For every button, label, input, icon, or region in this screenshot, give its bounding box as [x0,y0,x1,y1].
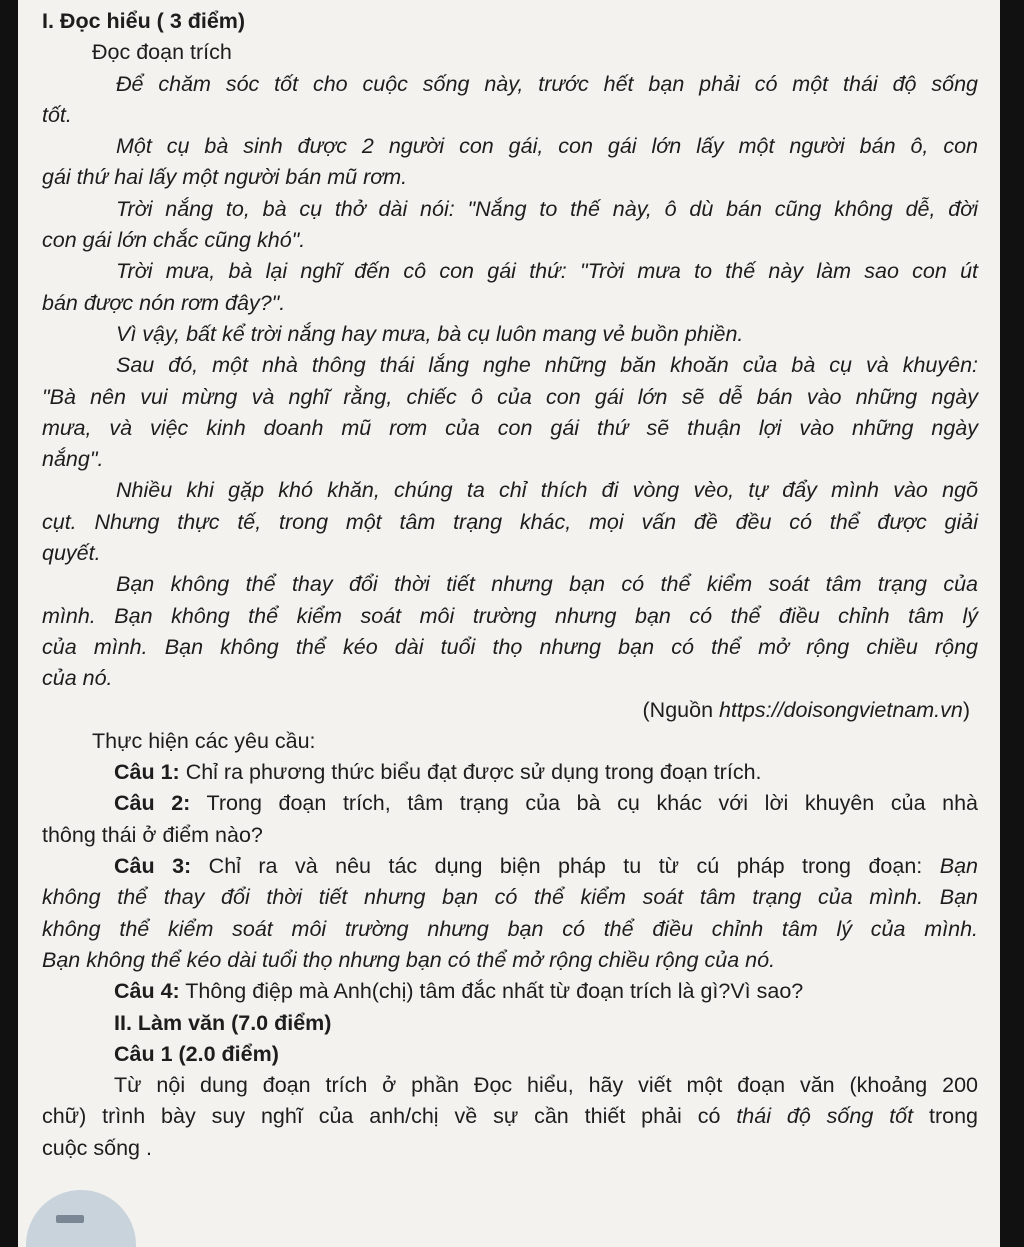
passage-line: mình. Bạn không thể kiểm soát môi trường nhưng bạn có thể điều chỉnh tâm lý [42,603,978,628]
passage-line: Trời mưa, bà lại nghĩ đến cô con gái thứ: "Trời mưa to thế này làm sao con út [116,259,978,284]
question-1 [42,757,978,788]
question-quote: Bạn [939,854,978,879]
question-4 [42,976,978,1007]
task-intro: Thực hiện các yêu cầu: [92,728,316,753]
question-3-quote: không thể thay đổi thời tiết nhưng bạn có thể kiểm soát tâm trạng của mình. Bạn [42,885,978,910]
question-label: Câu 2: [114,791,191,816]
essay-text-part: chữ) trình bày suy nghĩ của anh/chị về sự cần thiết phải có [42,1104,737,1129]
essay-question-text [42,1101,978,1132]
question-3-quote: Bạn không thể kéo dài tuổi thọ nhưng bạn có thể mở rộng chiều rộng của nó. [42,947,776,972]
question-label: Câu 1: [114,760,180,785]
question-text: Chỉ ra và nêu tác dụng biện pháp tu từ cú pháp trong đoạn: [191,854,940,879]
passage [42,69,978,695]
passage-line: Bạn không thể thay đổi thời tiết nhưng bạn có thể kiểm soát tâm trạng của [116,572,978,597]
passage-line: quyết. [42,541,101,566]
essay-question-text: Từ nội dung đoạn trích ở phần Đọc hiểu, hãy viết một đoạn văn (khoảng 200 [114,1073,978,1098]
question-2-cont: thông thái ở điểm nào? [42,822,263,847]
passage-line: Để chăm sóc tốt cho cuộc sống này, trước hết bạn phải có một thái độ sống [116,71,978,96]
question-text: Trong đoạn trích, tâm trạng của bà cụ khác với lời khuyên của nhà [190,791,978,816]
passage-line: Vì vậy, bất kể trời nắng hay mưa, bà cụ luôn mang vẻ buồn phiền. [116,321,744,346]
passage-line: cụt. Nhưng thực tế, trong một tâm trạng khác, mọi vấn đề đều có thể được giải [42,509,978,534]
question-3-quote: không thể kiểm soát môi trường nhưng bạn có thể điều chỉnh tâm lý của mình. [42,916,978,941]
question-text: Chỉ ra phương thức biểu đạt được sử dụng trong đoạn trích. [179,760,762,785]
question-2 [42,788,978,819]
passage-line: con gái lớn chắc cũng khó". [42,228,306,253]
passage-line: của mình. Bạn không thể kéo dài tuổi thọ nhưng bạn có thể mở rộng chiều rộng [42,634,978,659]
passage-line: mưa, và việc kinh doanh mũ rơm của con gái thứ sẽ thuận lợi vào những ngày [42,415,978,440]
passage-line: "Bà nên vui mừng và nghĩ rằng, chiếc ô của con gái lớn sẽ dễ bán vào những ngày [42,384,978,409]
question-label: Câu 3: [114,854,192,879]
passage-line: tốt. [42,102,72,127]
document-content [42,6,978,1164]
section2-title: II. Làm văn (7.0 điểm) [114,1010,332,1035]
essay-question-title: Câu 1 (2.0 điểm) [114,1041,279,1066]
essay-text-emphasis: thái độ sống tốt [736,1104,914,1129]
passage-line: nắng". [42,447,104,472]
source-close: ) [962,697,970,722]
essay-question-text: cuộc sống . [42,1135,152,1160]
passage-line: Nhiều khi gặp khó khăn, chúng ta chỉ thích đi vòng vèo, tự đẩy mình vào ngõ [116,478,978,503]
document-page [18,0,1000,1247]
avatar-thumbnail [26,1190,136,1247]
read-instruction: Đọc đoạn trích [92,40,232,65]
section1-title: I. Đọc hiểu ( 3 điểm) [42,9,246,33]
passage-line: Sau đó, một nhà thông thái lắng nghe những băn khoăn của bà cụ và khuyên: [116,353,978,378]
source-url: https://doisongvietnam.vn [719,697,963,722]
passage-line: gái thứ hai lấy một người bán mũ rơm. [42,165,408,190]
question-text: Thông điệp mà Anh(chị) tâm đắc nhất từ đoạn trích là gì?Vì sao? [179,979,804,1004]
passage-line: Một cụ bà sinh được 2 người con gái, con gái lớn lấy một người bán ô, con [116,134,978,159]
passage-line: Trời nắng to, bà cụ thở dài nói: "Nắng to thế này, ô dù bán cũng không dễ, đời [116,196,978,221]
question-label: Câu 4: [114,979,180,1004]
source-open: (Nguồn [642,697,720,722]
passage-line: của nó. [42,666,113,691]
question-3 [42,851,978,882]
passage-line: bán được nón rơm đây?". [42,290,286,315]
thumbnail-mark [56,1215,84,1223]
essay-text-part: trong [913,1104,979,1129]
source-citation [42,695,978,726]
